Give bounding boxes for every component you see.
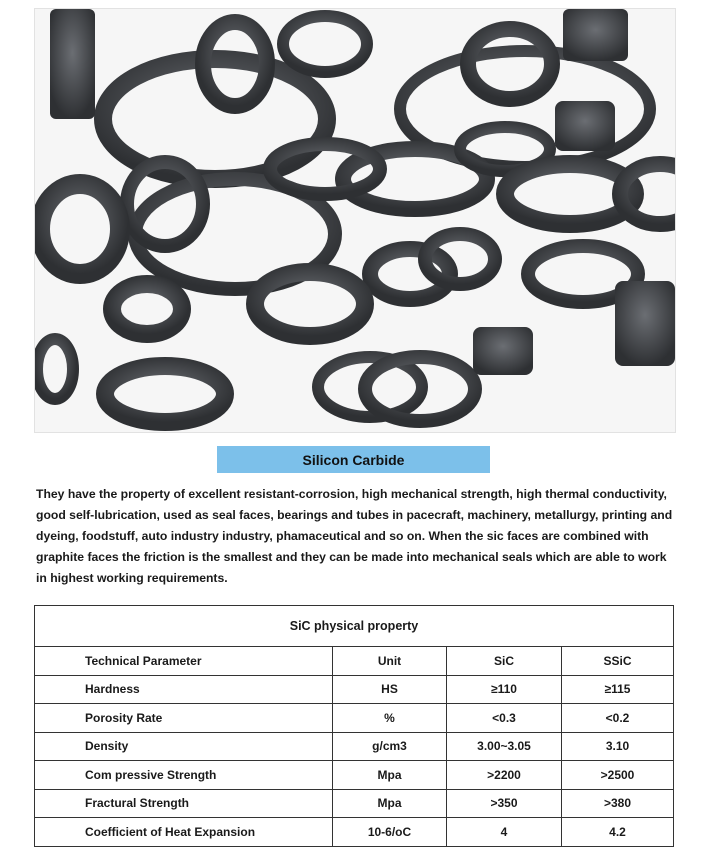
- header-ssic: SSiC: [562, 647, 674, 676]
- table-row: [35, 675, 674, 704]
- parameter-cell: Com pressive Strength: [35, 761, 333, 790]
- parameter-cell: Density: [35, 732, 333, 761]
- parameter-cell: Fractural Strength: [35, 789, 333, 818]
- sic-property-table: [34, 605, 674, 847]
- header-unit: Unit: [333, 647, 447, 676]
- unit-cell: 10-6/oC: [333, 818, 447, 847]
- product-photo: [34, 8, 676, 433]
- section-title: Silicon Carbide: [217, 446, 490, 473]
- parameter-cell: Hardness: [35, 675, 333, 704]
- unit-cell: %: [333, 704, 447, 733]
- table-row: [35, 704, 674, 733]
- header-sic: SiC: [447, 647, 562, 676]
- sic-value-cell: >350: [447, 789, 562, 818]
- unit-cell: HS: [333, 675, 447, 704]
- table-row: [35, 761, 674, 790]
- sic-value-cell: >2200: [447, 761, 562, 790]
- ssic-value-cell: 4.2: [562, 818, 674, 847]
- sic-value-cell: ≥110: [447, 675, 562, 704]
- unit-cell: Mpa: [333, 789, 447, 818]
- table-row: [35, 732, 674, 761]
- ssic-value-cell: >2500: [562, 761, 674, 790]
- table-row: [35, 789, 674, 818]
- sic-value-cell: 4: [447, 818, 562, 847]
- unit-cell: Mpa: [333, 761, 447, 790]
- ssic-value-cell: ≥115: [562, 675, 674, 704]
- description-paragraph: They have the property of excellent resistant-corrosion, high mechanical strength, high thermal conductivity, good self-lubrication, used as seal faces, bearings and tubes in pacecraft, machinery, metallurgy, printing and dyeing, foodstuff, auto industry industry, phamaceutical and so on. When the sic faces are combined with graphite faces the friction is the smallest and they can be made into mechanical seals which are able to work in highest working requirements.: [36, 487, 673, 585]
- table-caption: SiC physical property: [35, 606, 674, 647]
- header-technical-parameter: Technical Parameter: [35, 647, 333, 676]
- parameter-cell: Porosity Rate: [35, 704, 333, 733]
- parameter-cell: Coefficient of Heat Expansion: [35, 818, 333, 847]
- sic-value-cell: <0.3: [447, 704, 562, 733]
- ssic-value-cell: 3.10: [562, 732, 674, 761]
- seal-rings-illustration: [37, 16, 675, 422]
- sic-value-cell: 3.00~3.05: [447, 732, 562, 761]
- ssic-value-cell: >380: [562, 789, 674, 818]
- unit-cell: g/cm3: [333, 732, 447, 761]
- table-header-row: [35, 647, 674, 676]
- ssic-value-cell: <0.2: [562, 704, 674, 733]
- table-row: [35, 818, 674, 847]
